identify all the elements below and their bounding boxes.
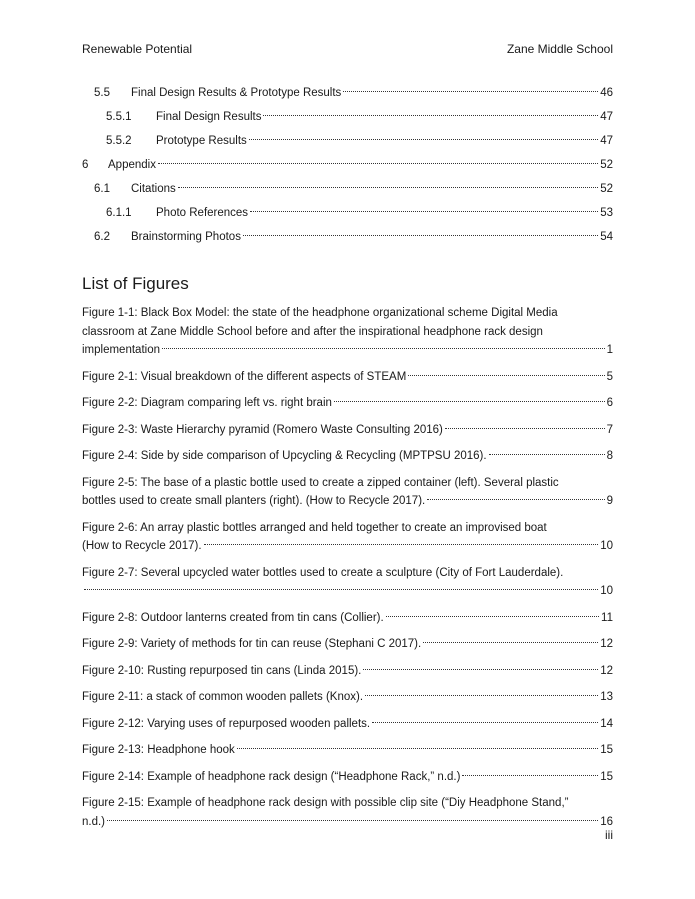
figure-entry-text: Figure 2-5: The base of a plastic bottle used to create a zipped container (left). Several plastic: [82, 476, 559, 489]
toc-entry-title: Photo References: [156, 207, 249, 219]
figure-entry-text: bottles used to create small planters (right). (How to Recycle 2017).: [82, 495, 426, 507]
toc-entry-title: Brainstorming Photos: [131, 231, 241, 243]
dot-leader: [178, 187, 598, 188]
figure-entry[interactable]: [82, 447, 613, 466]
figure-entry-page: 6: [606, 397, 613, 409]
figure-entry-page: 15: [600, 770, 613, 783]
toc-entry[interactable]: [82, 153, 613, 177]
figure-entry-text: n.d.): [82, 815, 106, 828]
dot-leader: [365, 695, 598, 696]
figure-entry-text: Figure 2-13: Headphone hook: [82, 744, 235, 756]
toc-entry-number: 5.5.1: [106, 111, 132, 123]
figure-entry-page: 1: [606, 344, 613, 356]
toc-entry-number: 6: [82, 159, 89, 171]
toc-entry-page: 46: [600, 87, 613, 99]
figure-entry[interactable]: [82, 394, 613, 413]
figure-entry-page: 14: [600, 717, 613, 730]
dot-leader: [343, 91, 598, 92]
figure-entry[interactable]: [82, 421, 613, 440]
toc-entry-number: 5.5: [94, 87, 110, 99]
toc-entry-title: Final Design Results & Prototype Results: [131, 87, 342, 99]
figure-entry-text: Figure 2-2: Diagram comparing left vs. right brain: [82, 397, 332, 409]
dot-leader: [445, 428, 605, 429]
figure-entry-page: 11: [601, 611, 613, 624]
dot-leader: [237, 748, 598, 749]
figure-entry[interactable]: [82, 794, 613, 831]
figure-entry-last-line: [82, 537, 613, 556]
toc-entry-title: Citations: [131, 183, 176, 195]
dot-leader: [372, 722, 598, 723]
dot-leader: [334, 401, 605, 402]
figure-entry-page: 12: [600, 638, 613, 650]
list-of-figures-heading: List of Figures: [82, 274, 189, 293]
dot-leader: [107, 820, 598, 821]
dot-leader: [158, 163, 598, 164]
figure-entry-last-line: [82, 768, 613, 787]
toc-entry[interactable]: [82, 105, 613, 129]
figure-entry-text: Figure 2-9: Variety of methods for tin can reuse (Stephani C 2017).: [82, 638, 422, 650]
toc-entry[interactable]: [82, 129, 613, 153]
toc-entry-page: 52: [600, 183, 613, 195]
figure-entry[interactable]: [82, 768, 613, 787]
toc-entry-page: 47: [600, 111, 613, 123]
toc-entry[interactable]: [82, 225, 613, 249]
figure-entry-page: 7: [606, 423, 613, 436]
figure-entry-last-line: [82, 688, 613, 707]
figure-entry-text: Figure 2-3: Waste Hierarchy pyramid (Romero Waste Consulting 2016): [82, 423, 443, 436]
figure-entry-last-line: [82, 421, 613, 440]
figure-entry-page: 5: [606, 370, 613, 383]
figure-entry[interactable]: [82, 609, 613, 628]
figure-entry-text: Figure 2-1: Visual breakdown of the different aspects of STEAM: [82, 370, 407, 383]
list-of-figures: [82, 304, 613, 839]
figure-entry-page: 10: [600, 540, 613, 552]
toc-entry[interactable]: [82, 177, 613, 201]
header-left: Renewable Potential: [82, 42, 193, 56]
dot-leader: [386, 616, 599, 617]
figure-entry-last-line: [82, 394, 613, 413]
figure-entry-last-line: [82, 447, 613, 466]
figure-entry-last-line: [82, 492, 613, 511]
figure-entry-text: Figure 2-11: a stack of common wooden pallets (Knox).: [82, 691, 364, 703]
figure-entry-last-line: [82, 582, 613, 601]
figure-entry-text: Figure 2-15: Example of headphone rack design with possible clip site (“Diy Headphone Stand,”: [82, 797, 569, 809]
figure-entry-text: Figure 2-6: An array plastic bottles arranged and held together to create an improvised boat: [82, 521, 547, 534]
dot-leader: [462, 775, 598, 776]
figure-entry-page: 9: [606, 495, 613, 507]
dot-leader: [84, 589, 598, 590]
toc-entry-page: 52: [600, 159, 613, 171]
dot-leader: [263, 115, 598, 116]
dot-leader: [249, 139, 598, 140]
toc-entry[interactable]: [82, 201, 613, 225]
dot-leader: [363, 669, 598, 670]
toc-entry-page: 47: [600, 135, 613, 147]
toc-entry-page: 53: [600, 207, 613, 219]
figure-entry-last-line: [82, 609, 613, 628]
figure-entry-page: 15: [600, 744, 613, 756]
toc-entry-title: Prototype Results: [156, 135, 247, 147]
figure-entry[interactable]: [82, 474, 613, 511]
toc-entry-title: Appendix: [108, 159, 156, 171]
figure-entry-last-line: [82, 662, 613, 681]
page-number: iii: [605, 828, 613, 842]
figure-entry-text: Figure 2-14: Example of headphone rack design (“Headphone Rack,” n.d.): [82, 770, 461, 783]
figure-entry-text: implementation: [82, 344, 160, 356]
figure-entry[interactable]: [82, 519, 613, 556]
header-right: Zane Middle School: [506, 42, 613, 56]
figure-entry-page: 10: [600, 585, 613, 597]
dot-leader: [427, 499, 604, 500]
toc-entry-number: 5.5.2: [106, 135, 132, 147]
toc-entry-page: 54: [600, 231, 613, 243]
toc-entry-title: Final Design Results: [156, 111, 262, 123]
figure-entry[interactable]: [82, 564, 613, 601]
figure-entry[interactable]: [82, 304, 613, 360]
figure-entry-page: 16: [600, 815, 613, 828]
toc-entry-number: 6.1: [94, 183, 110, 195]
toc-entry[interactable]: [82, 81, 613, 105]
figure-entry-text: Figure 1-1: Black Box Model: the state of the headphone organizational scheme Digital Media: [82, 307, 558, 319]
dot-leader: [408, 375, 604, 376]
figure-entry-last-line: [82, 368, 613, 387]
figure-entry[interactable]: [82, 368, 613, 387]
table-of-contents: [82, 81, 613, 249]
dot-leader: [423, 642, 598, 643]
dot-leader: [243, 235, 598, 236]
figure-entry-last-line: [82, 341, 613, 360]
figure-entry[interactable]: [82, 662, 613, 681]
figure-entry-text: Figure 2-8: Outdoor lanterns created from tin cans (Collier).: [82, 611, 384, 624]
figure-entry[interactable]: [82, 688, 613, 707]
figure-entry-text: classroom at Zane Middle School before and after the inspirational headphone rack design: [82, 325, 543, 338]
figure-entry-last-line: [82, 635, 613, 654]
dot-leader: [204, 544, 599, 545]
figure-entry-page: 13: [600, 691, 613, 703]
toc-entry-number: 6.1.1: [106, 207, 132, 219]
figure-entry-page: 12: [600, 664, 613, 677]
dot-leader: [489, 454, 605, 455]
toc-entry-number: 6.2: [94, 231, 110, 243]
figure-entry-last-line: [82, 741, 613, 760]
figure-entry-last-line: [82, 715, 613, 734]
figure-entry-text: (How to Recycle 2017).: [82, 540, 202, 552]
dot-leader: [162, 348, 605, 349]
page-header: [82, 42, 613, 56]
figure-entry-text: Figure 2-12: Varying uses of repurposed wooden pallets.: [82, 717, 371, 730]
figure-entry[interactable]: [82, 715, 613, 734]
figure-entry-text: Figure 2-7: Several upcycled water bottles used to create a sculpture (City of Fort Lauderdale).: [82, 566, 564, 579]
figure-entry[interactable]: [82, 741, 613, 760]
figure-entry-last-line: [82, 813, 613, 832]
figure-entry-text: Figure 2-4: Side by side comparison of Upcycling & Recycling (MPTPSU 2016).: [82, 450, 487, 462]
figure-entry[interactable]: [82, 635, 613, 654]
dot-leader: [250, 211, 598, 212]
figure-entry-text: Figure 2-10: Rusting repurposed tin cans (Linda 2015).: [82, 664, 362, 677]
figure-entry-page: 8: [606, 450, 613, 462]
